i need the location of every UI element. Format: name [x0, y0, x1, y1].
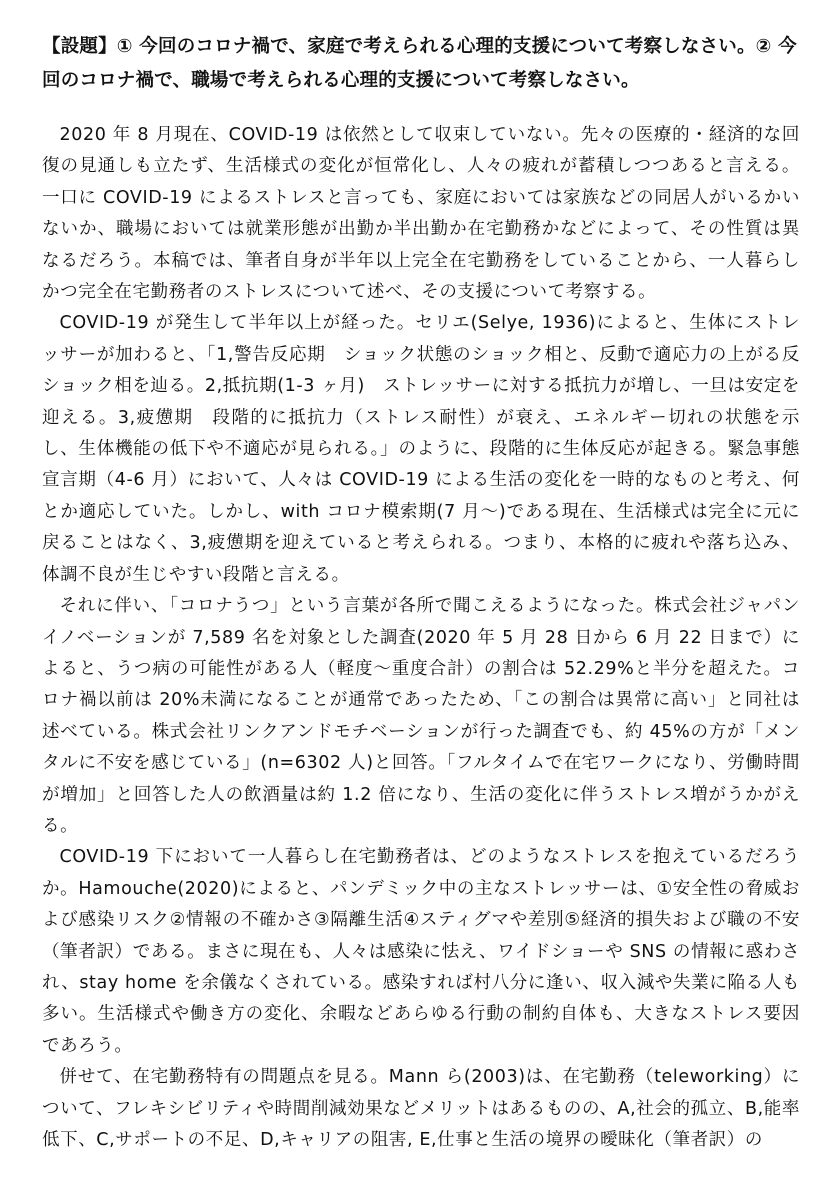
assignment-title: 【設題】① 今回のコロナ禍で、家庭で考えられる心理的支援について考察しなさい。② 今回のコロナ禍で、職場で考えられる心理的支援について考察しなさい。	[42, 36, 797, 91]
paragraph-corona-depression: それに伴い、「コロナうつ」という言葉が各所で聞こえるようになった。株式会社ジャパンイノベーションが 7,589 名を対象とした調査(2020 年 5 月 28 日から 6 月 22 日まで）によると、うつ病の可能性がある人（軽度～重度合計）の割合は 52.29%と半分を超えた。コロナ禍以前は 20%未満になることが通常であったため、「この割合は異常に高い」と同社は述べている。株式会社リンクアンドモチベーションが行った調査でも、約 45%の方が「メンタルに不安を感じている」(n=6302 人)と回答。「フルタイムで在宅ワークになり、労働時間が増加」と回答した人の飲酒量は約 1.2 倍になり、生活の変化に伴うストレス増がうかがえる。	[42, 596, 800, 836]
essay-body	[42, 120, 800, 1156]
paragraph-intro: 2020 年 8 月現在、COVID-19 は依然として収束していない。先々の医療的・経済的な回復の見通しも立たず、生活様式の変化が恒常化し、人々の疲れが蓄積しつつあると言える。一口に COVID-19 によるストレスと言っても、家庭においては家族などの同居人がいるかいないか、職場においては就業形態が出勤か半出勤か在宅勤務かなどによって、その性質は異なるだろう。本稿では、筆者自身が半年以上完全在宅勤務をしていることから、一人暮らしかつ完全在宅勤務者のストレスについて述べ、その支援について考察する。	[42, 125, 800, 303]
paragraph-stressors: COVID-19 下において一人暮らし在宅勤務者は、どのようなストレスを抱えているだろうか。Hamouche(2020)によると、パンデミック中の主なストレッサーは、①安全性の脅威および感染リスク②情報の不確かさ③隔離生活④スティグマや差別⑤経済的損失および職の不安（筆者訳）である。まさに現在も、人々は感染に怯え、ワイドショーや SNS の情報に惑わされ、stay home を余儀なくされている。感染すれば村八分に逢い、収入減や失業に陥る人も多い。生活様式や働き方の変化、余暇などあらゆる行動の制約自体も、大きなストレス要因であろう。	[42, 847, 800, 1056]
paragraph-telework-issues: 併せて、在宅勤務特有の問題点を見る。Mann ら(2003)は、在宅勤務（teleworking）について、フレキシビリティや時間削減効果などメリットはあるものの、A,社会的孤立、B,能率低下、C,サポートの不足、D,キャリアの阻害, E,仕事と生活の境界の曖昧化（筆者訳）の	[42, 1067, 800, 1150]
paragraph-stress-stages: COVID-19 が発生して半年以上が経った。セリエ(Selye, 1936)によると、生体にストレッサーが加わると、「1,警告反応期 ショック状態のショック相と、反動で適応力の上がる反ショック相を辿る。2,抵抗期(1-3 ヶ月) ストレッサーに対する抵抗力が増し、一旦は安定を迎える。3,疲憊期 段階的に抵抗力（ストレス耐性）が衰え、エネルギー切れの状態を示し、生体機能の低下や不適応が見られる。」のように、段階的に生体反応が起きる。緊急事態宣言期（4-6 月）において、人々は COVID-19 による生活の変化を一時的なものと考え、何とか適応していた。しかし、with コロナ模索期(7 月～)である現在、生活様式は完全に元に戻ることはなく、3,疲憊期を迎えていると考えられる。つまり、本格的に疲れや落ち込み、体調不良が生じやすい段階と言える。	[42, 313, 800, 585]
